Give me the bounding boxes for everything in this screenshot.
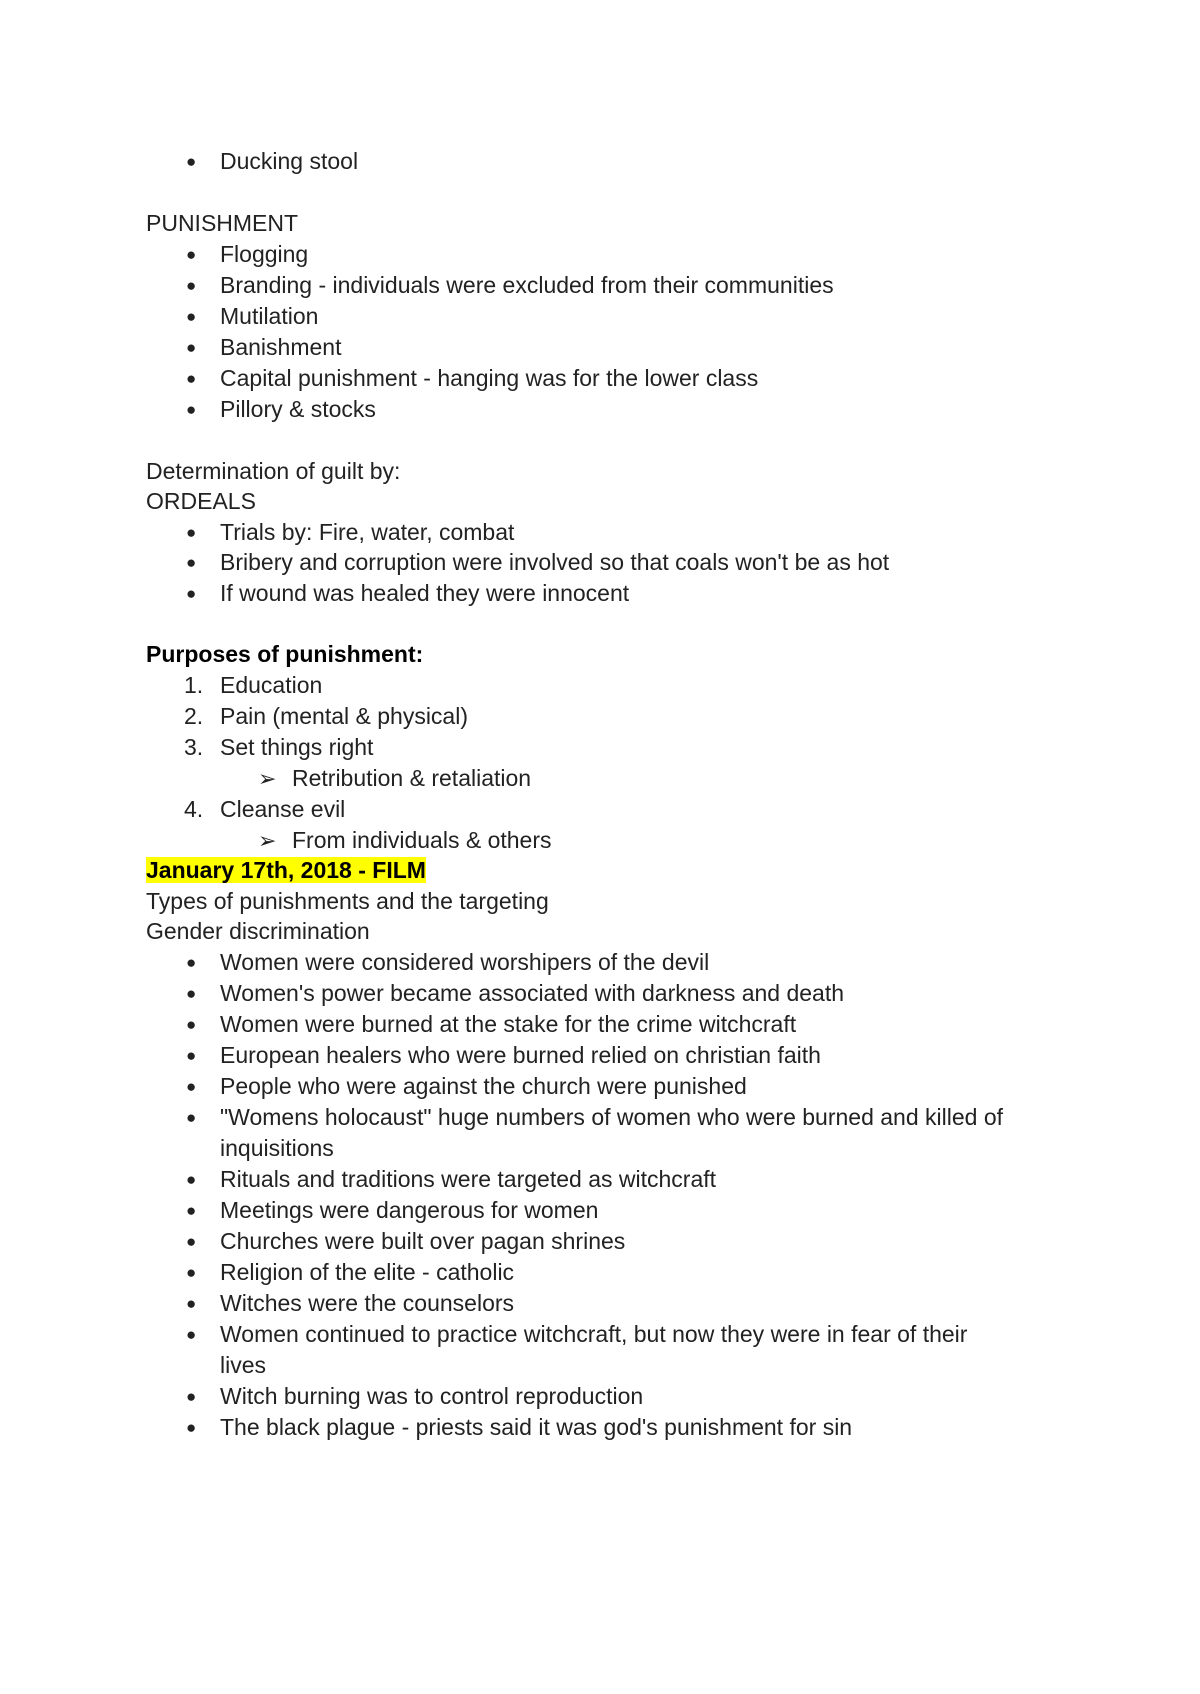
list-item-text: Mutilation: [220, 303, 319, 329]
arrow-bullet-icon: ➢: [258, 828, 277, 853]
bullet-icon: ●: [186, 1170, 197, 1189]
date-heading-container: [146, 855, 426, 886]
bullet-icon: ●: [186, 152, 197, 171]
date-heading: January 17th, 2018 - FILM: [146, 857, 426, 883]
bullet-icon: ●: [186, 1418, 197, 1437]
bullet-icon: ●: [186, 1294, 197, 1313]
list-item-text: Rituals and traditions were targeted as witchcraft: [220, 1166, 717, 1192]
list-number: 3.: [184, 734, 204, 760]
bullet-icon: ●: [186, 1201, 197, 1220]
list-number: 2.: [184, 703, 204, 729]
list-item-text: Banishment: [220, 334, 342, 360]
list-item-text: Women continued to practice witchcraft, but now they were in fear of their: [220, 1321, 968, 1347]
arrow-bullet-icon: ➢: [258, 766, 277, 791]
bullet-icon: ●: [186, 338, 197, 357]
film-line: Types of punishments and the targeting: [146, 888, 549, 914]
section-heading-purposes: Purposes of punishment:: [146, 641, 424, 667]
list-item-text: Set things right: [220, 734, 374, 760]
list-item-text: People who were against the church were punished: [220, 1073, 747, 1099]
list-item-text: Education: [220, 672, 323, 698]
list-item-text: Religion of the elite - catholic: [220, 1259, 515, 1285]
list-item-text: Women were burned at the stake for the crime witchcraft: [220, 1011, 797, 1037]
bullet-icon: ●: [186, 1387, 197, 1406]
determination-line: Determination of guilt by:: [146, 458, 401, 484]
bullet-icon: ●: [186, 1077, 197, 1096]
bullet-icon: ●: [186, 553, 197, 572]
section-heading-ordeals: ORDEALS: [146, 488, 256, 514]
bullet-icon: ●: [186, 400, 197, 419]
list-item-text: European healers who were burned relied on christian faith: [220, 1042, 821, 1068]
list-item-text: Capital punishment - hanging was for the lower class: [220, 365, 759, 391]
list-item-text: Bribery and corruption were involved so that coals won't be as hot: [220, 549, 890, 575]
list-item-text: Cleanse evil: [220, 796, 346, 822]
bullet-icon: ●: [186, 953, 197, 972]
list-item-text: Churches were built over pagan shrines: [220, 1228, 626, 1254]
bullet-icon: ●: [186, 307, 197, 326]
list-item-text: If wound was healed they were innocent: [220, 580, 630, 606]
bullet-icon: ●: [186, 1015, 197, 1034]
bullet-icon: ●: [186, 1232, 197, 1251]
list-item-text: Witches were the counselors: [220, 1290, 515, 1316]
list-item-text: Pillory & stocks: [220, 396, 376, 422]
bullet-icon: ●: [186, 276, 197, 295]
bullet-icon: ●: [186, 1263, 197, 1282]
list-number: 1.: [184, 672, 204, 698]
bullet-icon: ●: [186, 1046, 197, 1065]
bullet-icon: ●: [186, 584, 197, 603]
bullet-icon: ●: [186, 984, 197, 1003]
list-item-text: "Womens holocaust" huge numbers of women who were burned and killed of: [220, 1104, 1004, 1130]
sub-item-text: Retribution & retaliation: [292, 765, 532, 791]
section-heading-punishment: PUNISHMENT: [146, 210, 299, 236]
list-item-text: Women were considered worshipers of the devil: [220, 949, 710, 975]
bullet-icon: ●: [186, 369, 197, 388]
bullet-icon: ●: [186, 523, 197, 542]
list-item-text: Meetings were dangerous for women: [220, 1197, 599, 1223]
bullet-icon: ●: [186, 1108, 197, 1127]
list-item-text: Ducking stool: [220, 148, 359, 174]
list-item-text-continuation: inquisitions: [220, 1135, 334, 1161]
list-item-text-continuation: lives: [220, 1352, 267, 1378]
film-subheading: Gender discrimination: [146, 918, 370, 944]
bullet-icon: ●: [186, 245, 197, 264]
list-number: 4.: [184, 796, 204, 822]
list-item-text: Pain (mental & physical): [220, 703, 468, 729]
list-item-text: Women's power became associated with darkness and death: [220, 980, 845, 1006]
list-item-text: Witch burning was to control reproduction: [220, 1383, 644, 1409]
list-item-text: Trials by: Fire, water, combat: [220, 519, 515, 545]
list-item-text: Flogging: [220, 241, 309, 267]
list-item-text: Branding - individuals were excluded from their communities: [220, 272, 834, 298]
sub-item-text: From individuals & others: [292, 827, 552, 853]
list-item-text: The black plague - priests said it was god's punishment for sin: [220, 1414, 853, 1440]
bullet-icon: ●: [186, 1325, 197, 1344]
